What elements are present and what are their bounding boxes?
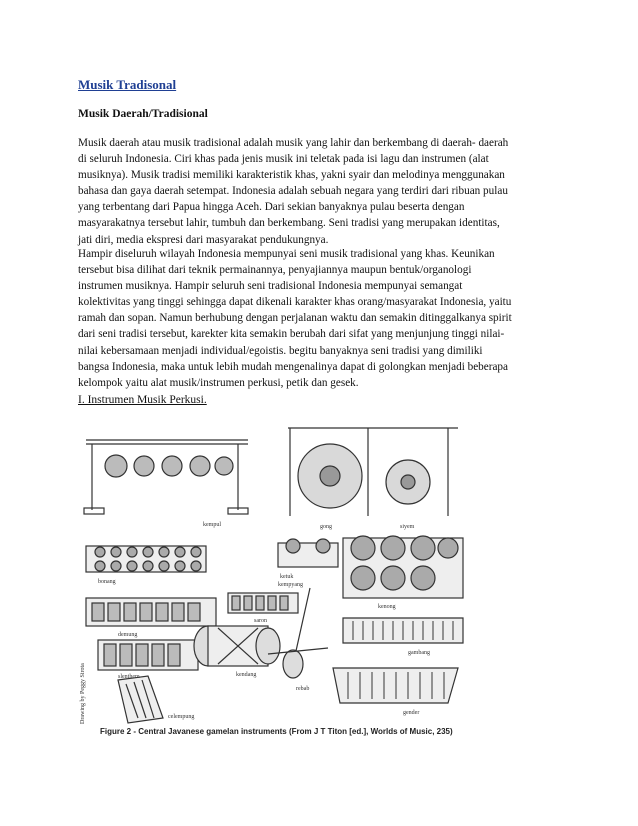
paragraph-line: ramah dan sopan. Namun berhubung dengan perjalanan waktu dan semakin ditinggalkanya spirit	[78, 312, 512, 325]
gong-drawing	[288, 428, 458, 516]
label-celempung: celempung	[168, 714, 195, 720]
label-kenong: kenong	[378, 604, 396, 610]
label-kempyang: kempyang	[278, 582, 303, 588]
paragraph-line: nilai kebersamaan menjadi individual/egoistis. begitu banyaknya seni tradisi yang dimiliki	[78, 344, 483, 357]
kendang-drawing	[194, 626, 280, 666]
gamelan-figure	[78, 418, 468, 740]
label-kempul: kempul	[203, 522, 221, 528]
kenong-drawing	[343, 536, 463, 598]
label-bonang: bonang	[98, 579, 116, 585]
paragraph-line: kolektivitas yang tinggi sehingga dapat dikenali karakter khas orang/masyarakat Indonesia, yaitu	[78, 296, 512, 309]
paragraph-line: tersebut bisa dilihat dari teknik permainannya, penyajiannya maupun bentuk/organologi	[78, 264, 472, 277]
saron-drawing	[228, 593, 298, 613]
label-siyem: siyem	[400, 524, 415, 530]
side-note: Drawing by Peggy Sirota	[80, 663, 86, 724]
paragraph-line: masyarakatnya tersebut lahir, tumbuh dan berkembang. Seni tradisi yang merupakan identitas,	[78, 217, 500, 230]
label-gender: gender	[403, 710, 420, 716]
paragraph-line: instrumen musiknya. Hampir seluruh seni tradisional Indonesia mempunyai semangat	[78, 280, 463, 293]
gamelan-illustration	[78, 418, 468, 740]
demung-drawing	[86, 598, 216, 626]
paragraph-line: yang terbentang dari Papua hingga Aceh. Dari sekian banyaknya pulau beserta dengan	[78, 201, 465, 214]
paragraph-line: kelompok yaitu alat musik/instrumen perkusi, petik dan gesek.	[78, 376, 359, 389]
paragraph-line: Musik daerah atau musik tradisional adalah musik yang lahir dan berkembang di daerah- daerah	[78, 137, 509, 149]
label-saron: saron	[254, 618, 267, 624]
paragraph-line: musiknya). Musik tradisi memiliki karakteristik khas, yakni syair dan melodinya menggunakan	[78, 169, 505, 182]
label-slenthem: slenthem	[118, 674, 140, 680]
paragraph-line: bangsa Indonesia, maka untuk lebih mudah mengenalinya dapat di golongkan menjadi beberapa	[78, 360, 508, 373]
slenthem-drawing	[98, 640, 198, 670]
label-demung: demung	[118, 632, 138, 638]
kempul-drawing	[84, 440, 248, 514]
label-rebab: rebab	[296, 686, 310, 692]
paragraph-line: dari seni tradisi tersebut, karekter kita semakin berubah dari sifat yang menjunjung tinggi nilai-	[78, 328, 505, 341]
section-heading: I. Instrumen Musik Perkusi.	[78, 394, 207, 406]
gambang-drawing	[343, 618, 463, 643]
figure-caption: Figure 2 - Central Javanese gamelan instruments (From J T Titon [ed.], Worlds of Music, 235)	[100, 727, 453, 736]
paragraph-line: bahasa dan gaya daerah setempat. Indonesia adalah sebuah negara yang terdiri dari ribuan pulau	[78, 185, 508, 198]
label-ketuk: ketuk	[280, 574, 294, 580]
page-title[interactable]: Musik Tradisonal	[78, 77, 177, 92]
gender-drawing	[333, 668, 458, 703]
paragraph-2	[78, 246, 564, 391]
bonang-drawing	[86, 546, 206, 572]
paragraph-line: di seluruh Indonesia. Ciri khas pada jenis musik ini teletak pada isi lagu dan instrumen (alat	[78, 153, 489, 166]
subtitle: Musik Daerah/Tradisional	[78, 108, 208, 120]
label-kendang: kendang	[236, 672, 257, 678]
ketuk-drawing	[278, 539, 338, 567]
label-gambang: gambang	[408, 650, 430, 656]
celempung-drawing	[118, 676, 163, 723]
paragraph-line: Hampir diseluruh wilayah Indonesia mempunyai seni musik tradisional yang khas. Keunikan	[78, 248, 495, 260]
label-gong: gong	[320, 524, 332, 530]
paragraph-line: jati diri, media ekspresi dari masyarakat pendukungnya.	[78, 233, 329, 246]
paragraph-1	[78, 135, 564, 248]
